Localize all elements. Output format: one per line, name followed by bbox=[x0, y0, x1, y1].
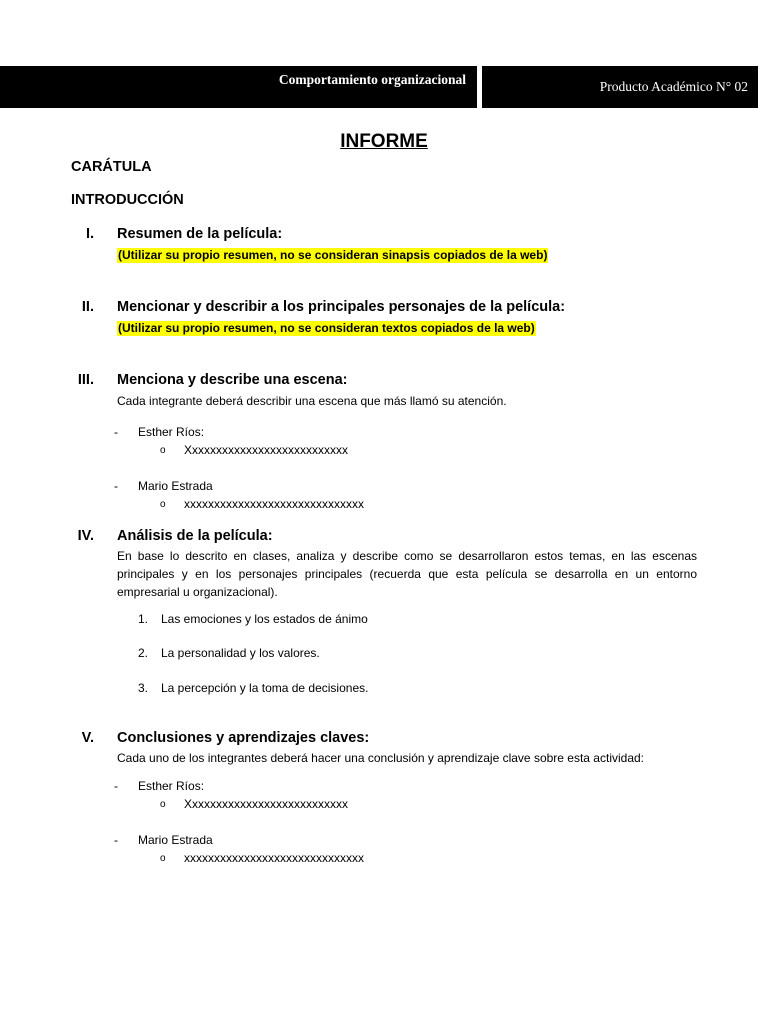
section-3-item-1-bullet: o bbox=[160, 445, 166, 456]
section-5-title: Conclusiones y aprendizajes claves: bbox=[117, 730, 370, 746]
section-5-item-1-bullet: o bbox=[160, 799, 166, 810]
section-2-number: II. bbox=[81, 299, 94, 315]
header-course-box bbox=[0, 66, 477, 108]
section-4-list-1-text: Las emociones y los estados de ánimo bbox=[161, 612, 368, 626]
section-3-item-1-detail: Xxxxxxxxxxxxxxxxxxxxxxxxxxx bbox=[184, 443, 349, 457]
section-5-item-2-bullet: o bbox=[160, 853, 166, 864]
header-product-box bbox=[482, 66, 758, 108]
section-4-list-3-text: La percepción y la toma de decisiones. bbox=[161, 681, 369, 695]
section-4-list-2-text: La personalidad y los valores. bbox=[161, 646, 320, 660]
section-3-number: III. bbox=[77, 372, 94, 388]
intro-heading: INTRODUCCIÓN bbox=[71, 192, 184, 208]
section-5-item-2-detail: xxxxxxxxxxxxxxxxxxxxxxxxxxxxxx bbox=[184, 851, 364, 865]
section-3-item-2-name: Mario Estrada bbox=[138, 479, 213, 493]
section-1-number: I. bbox=[85, 226, 94, 242]
section-5-number: V. bbox=[81, 730, 94, 746]
document-title: INFORME bbox=[340, 131, 428, 152]
header-course: Comportamiento organizacional bbox=[278, 72, 466, 87]
section-3-item-1-name: Esther Ríos: bbox=[138, 425, 205, 439]
section-4-paragraph: En base lo descrito en clases, analiza y describe como se desarrollaron estos temas, en las escenas principales y en los personajes principales (recuerda que esta película se desarrolla en un entorno empresarial u organizacional). bbox=[117, 549, 697, 599]
section-3-item-1-dash: - bbox=[114, 425, 118, 439]
section-5-item-1-name: Esther Ríos: bbox=[138, 779, 205, 793]
section-4-list-2-number: 2. bbox=[138, 646, 149, 660]
section-3-title: Menciona y describe una escena: bbox=[117, 372, 348, 388]
section-5-item-2-dash: - bbox=[114, 833, 118, 847]
section-4-title: Análisis de la película: bbox=[117, 528, 273, 544]
section-5-item-2-name: Mario Estrada bbox=[138, 833, 213, 847]
section-4-list-3-number: 3. bbox=[138, 681, 149, 695]
section-4-list-1-number: 1. bbox=[138, 612, 149, 626]
section-5-text: Cada uno de los integrantes deberá hacer una conclusión y aprendizaje clave sobre esta actividad: bbox=[117, 751, 645, 765]
section-2-note: (Utilizar su propio resumen, no se consideran textos copiados de la web) bbox=[118, 321, 535, 335]
section-3-item-2-dash: - bbox=[114, 479, 118, 493]
cover-heading: CARÁTULA bbox=[71, 159, 152, 175]
section-3-item-2-bullet: o bbox=[160, 499, 166, 510]
section-5-item-1-dash: - bbox=[114, 779, 118, 793]
section-3-text: Cada integrante deberá describir una escena que más llamó su atención. bbox=[117, 394, 507, 408]
header-product: Producto Académico N° 02 bbox=[599, 79, 748, 94]
section-4-number: IV. bbox=[77, 528, 94, 544]
section-3-item-2-detail: xxxxxxxxxxxxxxxxxxxxxxxxxxxxxx bbox=[184, 497, 364, 511]
section-1-title: Resumen de la película: bbox=[117, 226, 283, 242]
section-5-item-1-detail: Xxxxxxxxxxxxxxxxxxxxxxxxxxx bbox=[184, 797, 349, 811]
section-2-title: Mencionar y describir a los principales personajes de la película: bbox=[117, 299, 566, 315]
section-1-note: (Utilizar su propio resumen, no se consideran sinapsis copiados de la web) bbox=[118, 248, 548, 262]
